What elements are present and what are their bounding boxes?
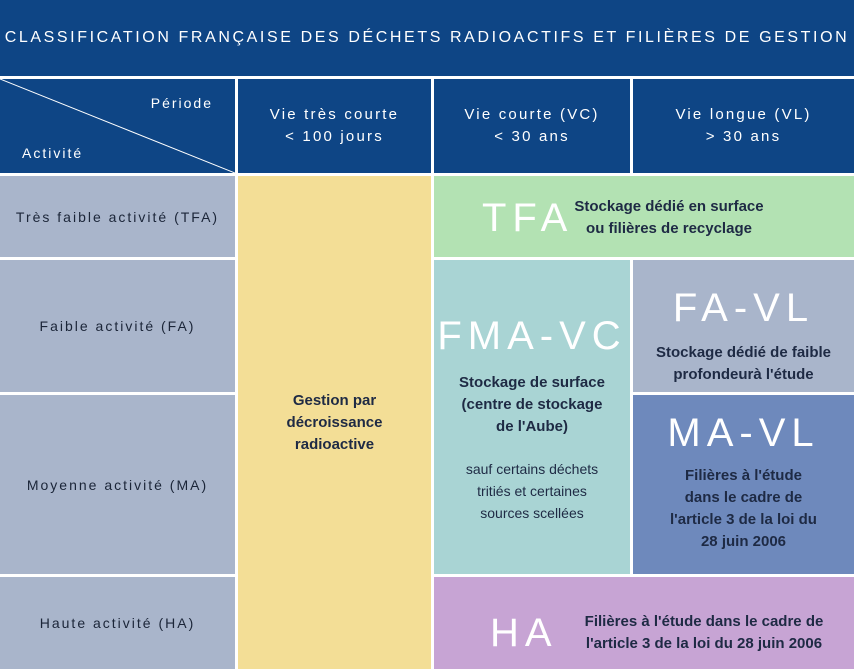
- row-label-tfa: Très faible activité (TFA): [0, 176, 235, 257]
- cell-ha: [434, 577, 854, 669]
- column-header-line1: Vie courte (VC): [464, 106, 600, 123]
- diagonal-header-cell: [0, 79, 235, 173]
- mavl-desc-line4: 28 juin 2006: [700, 533, 787, 550]
- tfa-desc-line1: Stockage dédié en surface: [574, 198, 764, 215]
- column-header-line2: > 30 ans: [705, 128, 782, 145]
- header-activite-label: Activité: [22, 145, 84, 161]
- cell-fa-vl: [633, 260, 854, 392]
- header-periode-label: Période: [150, 95, 213, 111]
- decroissance-line1: Gestion par: [292, 391, 377, 409]
- row-label-fa: Faible activité (FA): [0, 260, 235, 392]
- cell-fma-vc: [434, 260, 630, 574]
- cell-decroissance: [238, 176, 431, 669]
- column-header-line2: < 100 jours: [285, 128, 384, 145]
- decroissance-line2: décroissance: [286, 413, 383, 431]
- page-title: CLASSIFICATION FRANÇAISE DES DÉCHETS RADIOACTIFS ET FILIÈRES DE GESTION: [0, 0, 854, 76]
- favl-code: FA-VL: [672, 286, 815, 330]
- fmavc-note-line1: sauf certains déchets: [465, 461, 599, 477]
- mavl-desc-line2: dans le cadre de: [684, 489, 803, 506]
- column-header-vie-tres-courte: [238, 79, 431, 173]
- fmavc-note-line2: tritiés et certaines: [477, 483, 587, 499]
- favl-desc-line2: profondeurà l'étude: [673, 366, 814, 383]
- decroissance-line3: radioactive: [294, 435, 375, 453]
- tfa-code: TFA: [482, 196, 574, 240]
- ha-desc-line2: l'article 3 de la loi du 28 juin 2006: [585, 635, 823, 652]
- cell-tfa: [434, 176, 854, 257]
- column-header-line1: Vie longue (VL): [675, 106, 812, 123]
- mavl-desc-line3: l'article 3 de la loi du: [670, 511, 817, 528]
- ha-code: HA: [490, 611, 558, 655]
- fmavc-desc-line3: de l'Aube): [496, 418, 568, 435]
- column-header-vie-courte: [434, 79, 630, 173]
- favl-desc-line1: Stockage dédié de faible: [655, 344, 832, 361]
- cell-ma-vl: [633, 395, 854, 574]
- row-label-ha: Haute activité (HA): [0, 577, 235, 669]
- fmavc-code: FMA-VC: [437, 314, 627, 358]
- column-header-line1: Vie très courte: [269, 106, 400, 123]
- fmavc-desc-line2: (centre de stockage: [461, 396, 603, 413]
- column-header-line2: < 30 ans: [494, 128, 570, 145]
- mavl-code: MA-VL: [667, 411, 820, 455]
- column-header-vie-longue: [633, 79, 854, 173]
- tfa-desc-line2: ou filières de recyclage: [586, 220, 752, 237]
- fmavc-desc-line1: Stockage de surface: [459, 374, 605, 391]
- mavl-desc-line1: Filières à l'étude: [685, 467, 802, 484]
- row-label-ma: Moyenne activité (MA): [0, 395, 235, 574]
- ha-desc-line1: Filières à l'étude dans le cadre de: [584, 613, 824, 630]
- fmavc-note-line3: sources scellées: [480, 505, 584, 521]
